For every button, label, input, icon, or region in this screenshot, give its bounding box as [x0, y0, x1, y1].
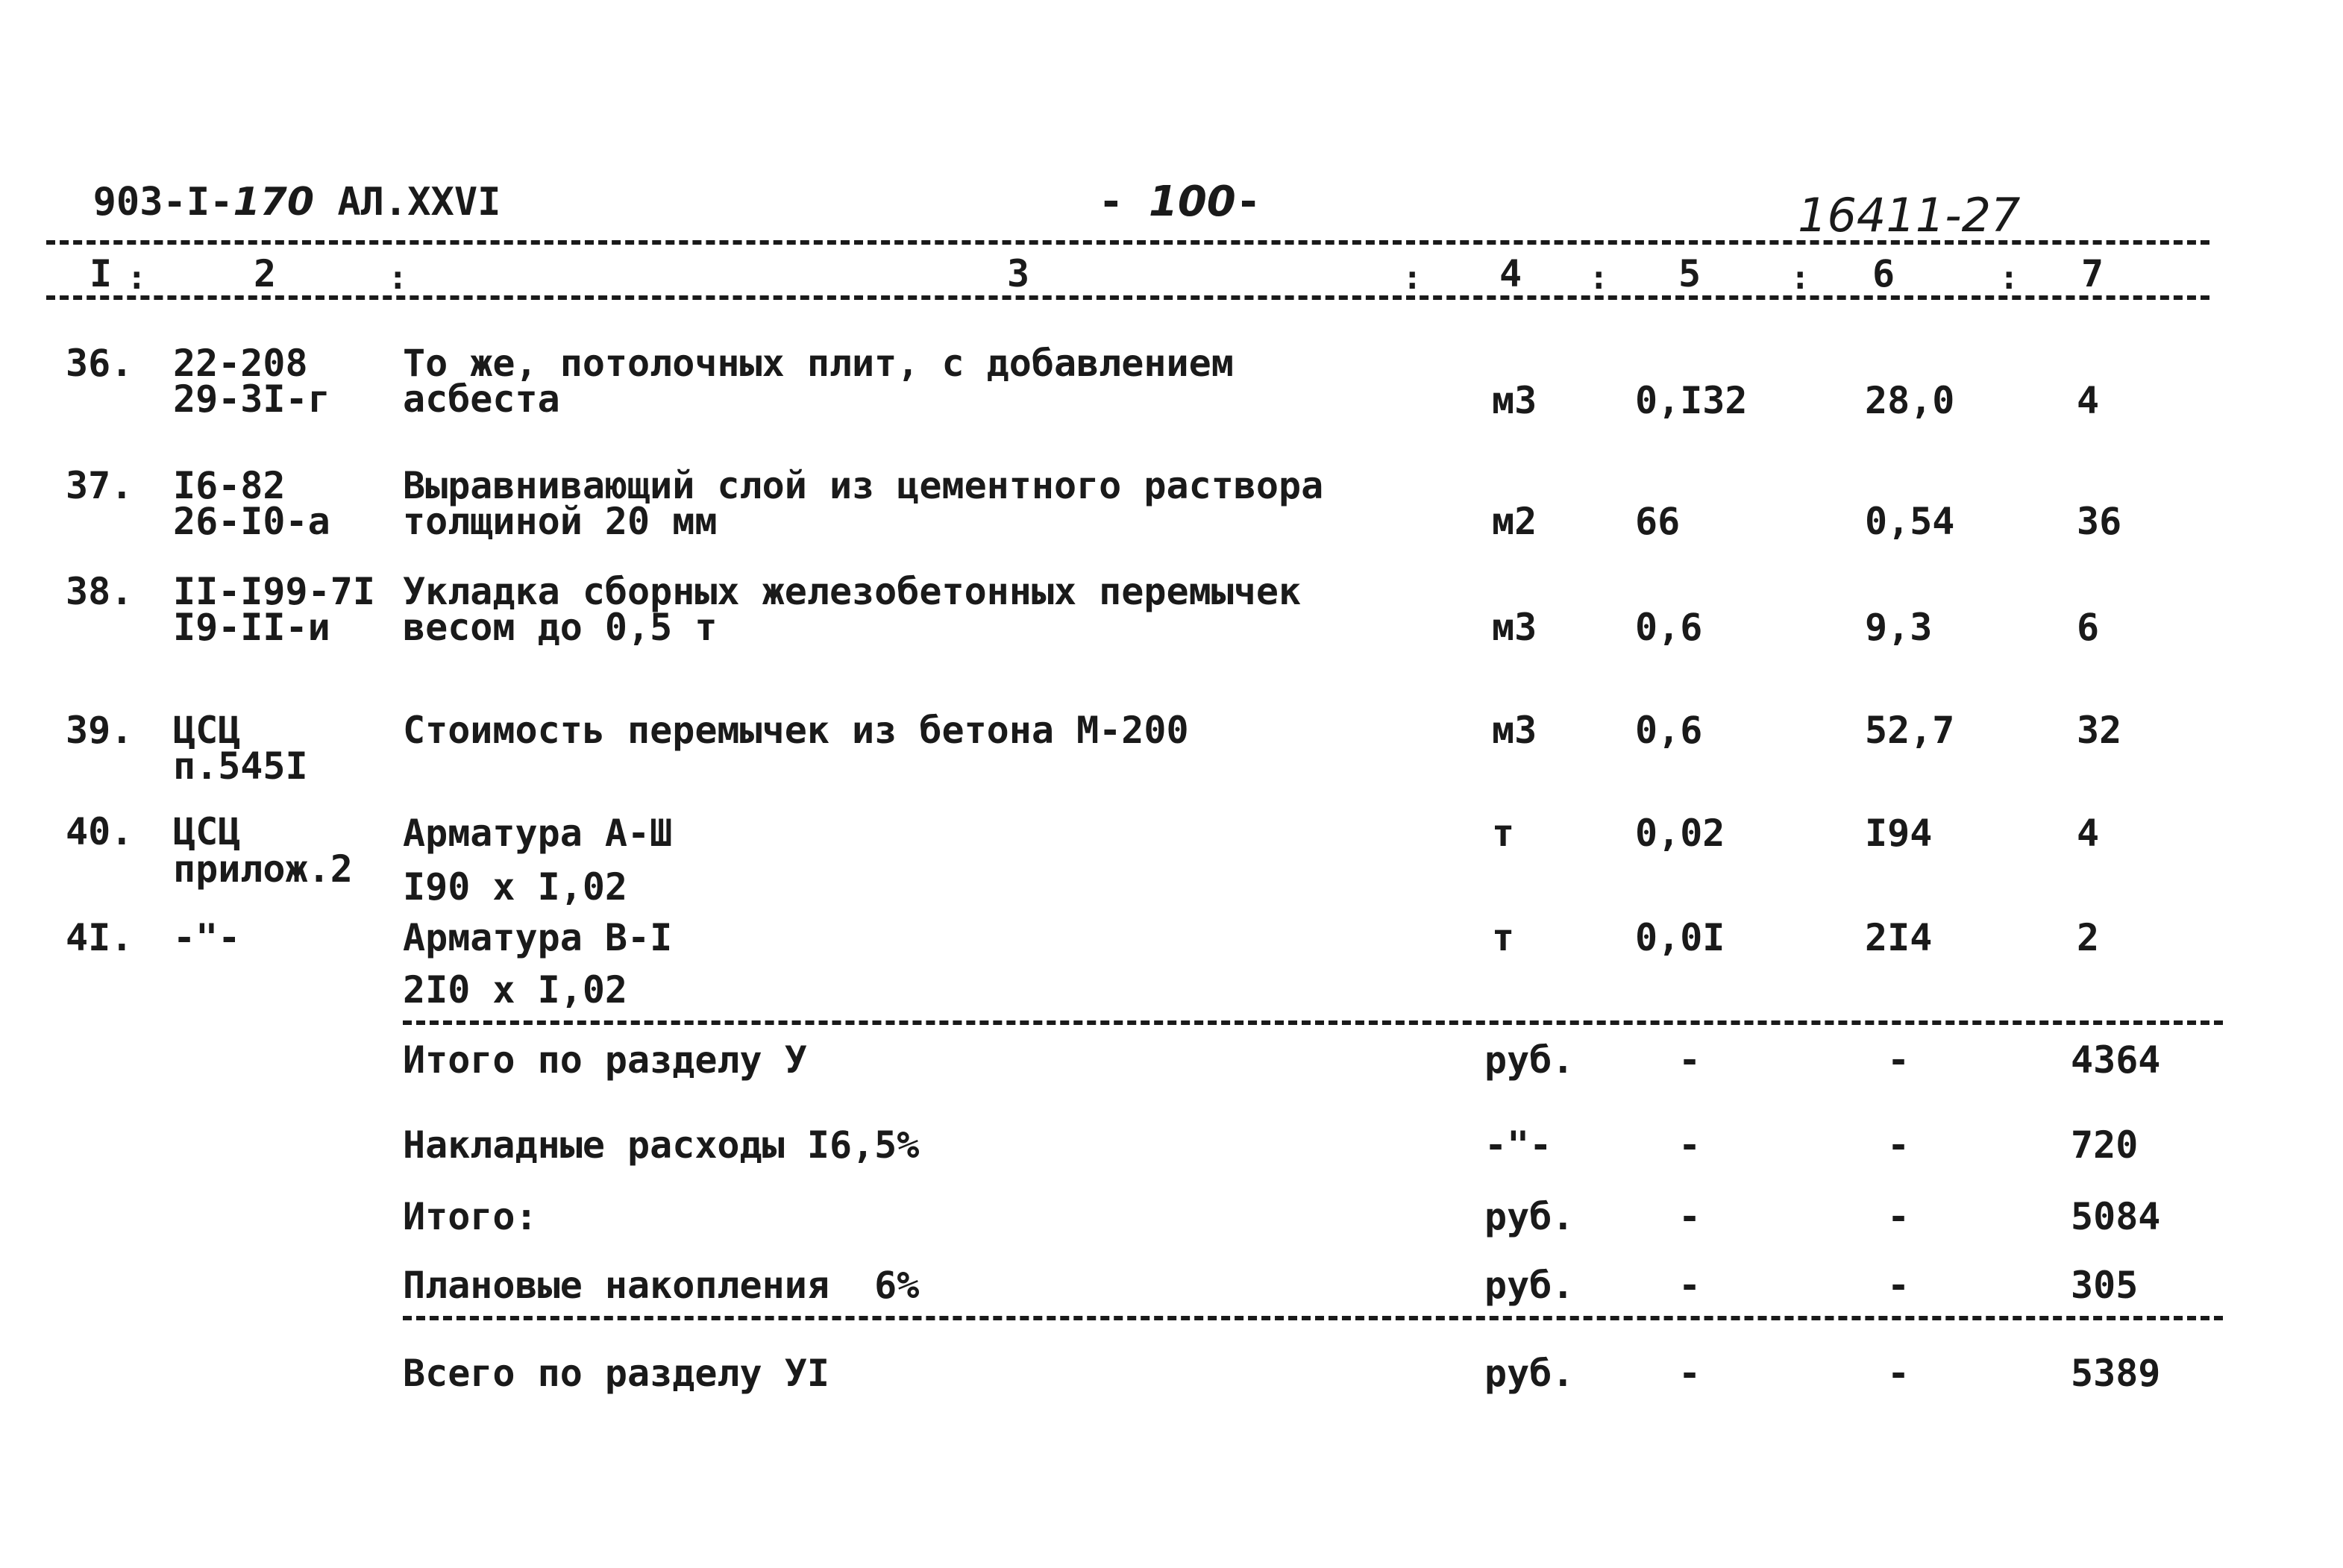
row-quantity: 0,6: [1635, 709, 1703, 752]
row-description-1: Укладка сборных железобетонных перемычек: [403, 570, 1302, 613]
row-description-1: Стоимость перемычек из бетона М-200: [403, 709, 1189, 752]
grand-total-price: -: [1887, 1352, 1910, 1395]
page-number-line: [1048, 146, 1261, 226]
column-number-5: 5: [1678, 252, 1701, 295]
summary-unit: руб.: [1484, 1195, 1575, 1238]
row-total: 2: [2077, 916, 2100, 959]
row-code-2: 26-I0-а: [173, 500, 330, 543]
row-number: 40.: [66, 810, 134, 853]
summary-quantity: -: [1678, 1195, 1701, 1238]
column-separators: :: [127, 259, 147, 297]
row-description-2: 2I0 х I,02: [403, 968, 628, 1012]
row-number: 37.: [66, 464, 134, 507]
summary-unit: руб.: [1484, 1264, 1575, 1307]
grand-total-unit: руб.: [1484, 1352, 1575, 1395]
summary-total: 5084: [2071, 1195, 2161, 1238]
summary-label: Плановые накопления 6%: [403, 1264, 920, 1307]
row-quantity: 0,6: [1635, 606, 1703, 649]
summary-price: -: [1887, 1038, 1910, 1082]
column-number-6: 6: [1872, 252, 1895, 295]
document-code-prefix: 903-I-: [92, 180, 233, 225]
row-code-1: I6-82: [173, 464, 286, 507]
row-code-1: 22-208: [173, 342, 308, 385]
row-description-2: толщиной 20 мм: [403, 500, 718, 543]
document-code-handwritten: 170: [233, 180, 315, 225]
column-number-1: I: [90, 252, 113, 295]
row-code-1: ЦСЦ: [173, 810, 241, 853]
row-unit: т: [1492, 916, 1515, 959]
summary-price: -: [1887, 1264, 1910, 1307]
column-separator: :: [388, 259, 408, 297]
summary-total: 720: [2071, 1123, 2139, 1167]
row-code-2: I9-II-и: [173, 606, 330, 649]
row-code-1: -"-: [173, 916, 241, 959]
row-quantity: 66: [1635, 500, 1681, 543]
row-code-2: прилож.2: [173, 847, 353, 891]
row-description-1: То же, потолочных плит, с добавлением: [403, 342, 1234, 385]
row-total: 4: [2077, 812, 2100, 855]
row-quantity: 0,02: [1635, 812, 1725, 855]
summary-price: -: [1887, 1123, 1910, 1167]
row-quantity: 0,0I: [1635, 916, 1725, 959]
row-number: 38.: [66, 570, 134, 613]
row-number: 36.: [66, 342, 134, 385]
row-unit: м3: [1492, 709, 1537, 752]
row-price: 52,7: [1865, 709, 1955, 752]
row-price: 0,54: [1865, 500, 1955, 543]
summary-quantity: -: [1678, 1038, 1701, 1082]
column-separator: :: [1589, 259, 1609, 297]
summary-price: -: [1887, 1195, 1910, 1238]
row-quantity: 0,I32: [1635, 379, 1748, 422]
row-unit: т: [1492, 812, 1515, 855]
row-description-2: I90 х I,02: [403, 865, 628, 909]
row-description-1: Арматура А-Ш: [403, 812, 673, 855]
summary-label: Итого:: [403, 1195, 538, 1238]
summary-label: Накладные расходы I6,5%: [403, 1123, 920, 1167]
grand-total-label: Всего по разделу УI: [403, 1352, 829, 1395]
row-price: 2I4: [1865, 916, 1933, 959]
row-price: 28,0: [1865, 379, 1955, 422]
row-total: 4: [2077, 379, 2100, 422]
row-number: 4I.: [66, 916, 134, 959]
column-separator: :: [1402, 259, 1423, 297]
row-code-1: ЦСЦ: [173, 709, 241, 752]
row-description-1: Арматура В-I: [403, 916, 673, 959]
row-code-1: II-I99-7I: [173, 570, 375, 613]
column-number-3: 3: [1007, 252, 1030, 295]
row-description-2: весом до 0,5 т: [403, 606, 718, 649]
row-total: 32: [2077, 709, 2122, 752]
column-separator: :: [1790, 259, 1810, 297]
rows-end-rule: [403, 1020, 2223, 1025]
summary-total: 4364: [2071, 1038, 2161, 1082]
row-description-2: асбеста: [403, 377, 560, 421]
column-number-7: 7: [2081, 252, 2104, 295]
column-number-4: 4: [1499, 252, 1522, 295]
row-code-2: 29-3I-г: [173, 377, 330, 421]
row-price: I94: [1865, 812, 1933, 855]
row-code-2: п.545I: [173, 744, 308, 788]
grand-total-quantity: -: [1678, 1352, 1701, 1395]
document-code-suffix: АЛ.XXVI: [314, 180, 501, 225]
header-rule-bottom: [46, 295, 2209, 300]
summary-total: 305: [2071, 1264, 2139, 1307]
summary-unit: -"-: [1484, 1123, 1552, 1167]
row-unit: м2: [1492, 500, 1537, 543]
summary-label: Итого по разделу У: [403, 1038, 807, 1082]
summary-quantity: -: [1678, 1264, 1701, 1307]
row-number: 39.: [66, 709, 134, 752]
row-total: 6: [2077, 606, 2100, 649]
page-number: 100: [1148, 178, 1236, 226]
column-separator: :: [1999, 259, 2019, 297]
row-total: 36: [2077, 500, 2122, 543]
column-number-2: 2: [254, 252, 277, 295]
header-rule-top: [46, 240, 2209, 245]
page-dash-left: -: [1098, 178, 1149, 226]
summary-quantity: -: [1678, 1123, 1701, 1167]
document-code: [46, 146, 501, 225]
row-unit: м3: [1492, 379, 1537, 422]
row-unit: м3: [1492, 606, 1537, 649]
archive-number: 16411-27: [1798, 188, 2021, 242]
row-description-1: Выравнивающий слой из цементного раствора: [403, 464, 1324, 507]
row-price: 9,3: [1865, 606, 1933, 649]
grand-total-value: 5389: [2071, 1352, 2161, 1395]
summary-unit: руб.: [1484, 1038, 1575, 1082]
summary-end-rule: [403, 1316, 2223, 1320]
page-dash-right: -: [1235, 178, 1261, 226]
